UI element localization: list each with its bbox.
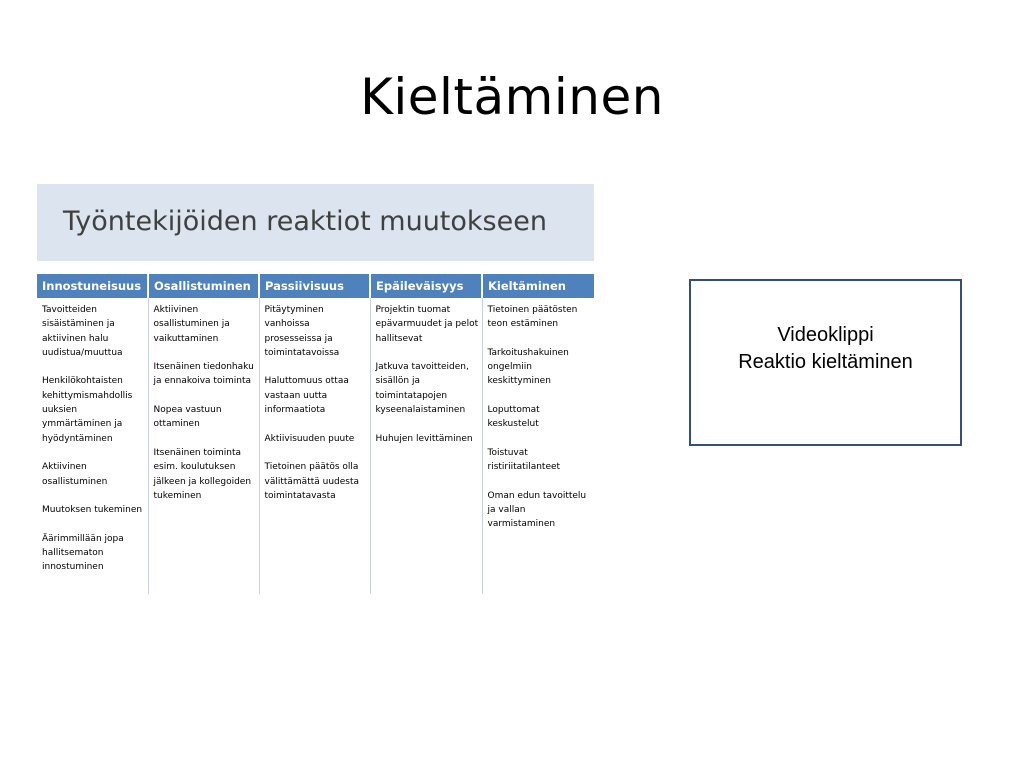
column-cell-osallistuminen: [148, 298, 259, 594]
list-item: Projektin tuomat epävarmuudet ja pelot hallitsevat: [375, 305, 479, 344]
list-item: Haluttomuus ottaa vastaan uutta informaatiota: [264, 376, 349, 416]
list-item: Aktiivisuuden puute: [264, 433, 355, 444]
figure-title: Työntekijöiden reaktiot muutokseen: [63, 206, 547, 237]
list-item: Nopea vastuun ottaminen: [153, 405, 222, 430]
list-item: Huhujen levittäminen: [375, 433, 473, 444]
list-item: Toistuvat ristiriitatilanteet: [487, 447, 561, 473]
reaction-figure: [37, 184, 594, 594]
reaction-table: [37, 274, 594, 594]
list-item: Oman edun tavoittelu ja vallan varmistaminen: [487, 490, 587, 530]
column-header-passiivisuus: Passiivisuus: [259, 274, 370, 298]
column-header-epaileväisyys: Epäileväisyys: [370, 274, 482, 298]
list-item: Muutoksen tukeminen: [42, 505, 143, 516]
video-clip-label: Videoklippi: [777, 324, 874, 346]
list-item: Tarkoitushakuinen ongelmiin keskittyminen: [487, 347, 569, 387]
list-item: Äärimmillään jopa hallitsematon innostuminen: [42, 533, 124, 573]
list-item: Itsenäinen tiedonhaku ja ennakoiva toiminta: [153, 362, 254, 387]
list-item: Jatkuva tavoitteiden, sisällön ja toimintatapojen kyseenalaistaminen: [375, 362, 469, 416]
column-cell-innostuneisuus: [37, 298, 148, 594]
column-cell-kieltaminen: [482, 298, 594, 594]
video-clip-box: [689, 279, 962, 446]
list-item: Tavoitteiden sisäistäminen ja aktiivinen halu uudistua/muuttua: [42, 305, 123, 358]
list-item: Loputtomat keskustelut: [487, 405, 540, 430]
column-header-osallistuminen: Osallistuminen: [148, 274, 259, 298]
table-row: [37, 298, 594, 594]
figure-header: [37, 184, 594, 261]
table-header-row: [37, 274, 594, 298]
list-item: Henkilökohtaisten kehittymismahdollis uuksien ymmärtäminen ja hyödyntäminen: [42, 376, 133, 444]
column-header-innostuneisuus: Innostuneisuus: [37, 274, 148, 298]
list-item: Tietoinen päätös olla välittämättä uudesta toimintatavasta: [264, 462, 360, 501]
video-clip-subtitle: Reaktio kieltäminen: [738, 351, 913, 373]
column-cell-epaileväisyys: [370, 298, 482, 594]
list-item: Aktiivinen osallistuminen ja vaikuttaminen: [153, 305, 230, 344]
list-item: Aktiivinen osallistuminen: [42, 462, 108, 487]
column-cell-passiivisuus: [259, 298, 370, 594]
column-header-kieltaminen: Kieltäminen: [482, 274, 594, 298]
list-item: Tietoinen päätösten teon estäminen: [487, 305, 578, 330]
slide-title: Kieltäminen: [360, 68, 664, 126]
list-item: Pitäytyminen vanhoissa prosesseissa ja toimintatavoissa: [264, 305, 340, 358]
list-item: Itsenäinen toiminta esim. koulutuksen jälkeen ja kollegoiden tukeminen: [153, 447, 252, 501]
